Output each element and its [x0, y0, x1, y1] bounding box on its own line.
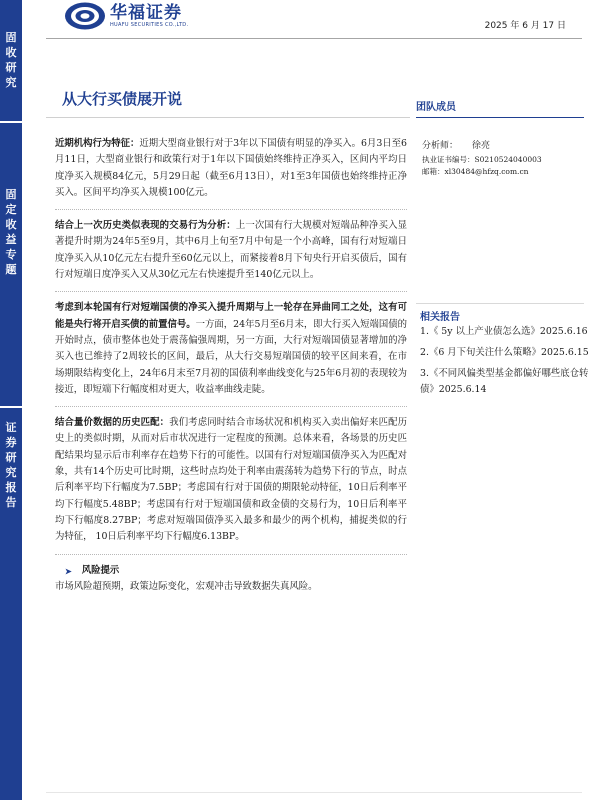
team-heading-underline	[416, 117, 584, 118]
analyst-info	[422, 140, 592, 178]
analyst-label: 执业证书编号：	[422, 155, 475, 164]
paragraph-lead: 结合上一次历史类似表现的交易行为分析：	[55, 220, 236, 232]
analyst-license-number: S0210524040003	[474, 155, 542, 164]
paragraph-lead: 近期机构行为特征：	[55, 138, 140, 149]
analyst-name: 徐亮	[472, 141, 491, 151]
paragraph-historical-analysis	[55, 218, 407, 283]
risk-text: 市场风险超预期，政策边际变化，宏观冲击导致数据失真风险。	[55, 580, 318, 592]
paragraph-lead: 结合量价数据的历史匹配：	[55, 417, 170, 429]
title-divider	[46, 117, 410, 118]
sidebar-block-securities-report	[0, 408, 22, 800]
report-date: 2025 年 6 月 17 日	[484, 21, 566, 31]
paragraph-central-bank-signal	[55, 300, 407, 398]
risk-heading: 风险提示	[81, 564, 120, 576]
sidebar-label: 固定收益专题	[5, 188, 17, 276]
logo-chinese-name: 华福证券	[110, 2, 182, 23]
related-reports-heading: 相关报告	[420, 312, 460, 323]
section-divider	[55, 406, 407, 407]
sidebar	[0, 0, 22, 800]
arrow-right-icon: ➤	[65, 565, 72, 576]
analyst-row	[422, 154, 592, 166]
logo-emblem-icon	[64, 1, 106, 31]
paragraph-institution-behavior	[55, 136, 407, 201]
company-logo	[64, 1, 188, 31]
related-reports-list	[420, 324, 590, 403]
analyst-row	[422, 166, 592, 178]
paragraph-text: 一方面，24年5月至6月末，即大行买入短端国债的开始时点，债市整体也处于震荡偏强周期，另一方面，大行对短端国债显著增加的净买入也已维持了2周较长的区间，最后，从大行交易短端国债的较平区间来看，在市场期限结构变化上，24年6月末至7月初的国债利率曲线变化与25年6月初的表现较为接近，即短端下行幅度相对更大，收益率曲线走陡。	[55, 318, 408, 395]
report-body	[55, 136, 407, 595]
analyst-label: 邮箱：	[422, 167, 445, 176]
footer-divider	[46, 792, 582, 796]
sidebar-block-fixed-income-research	[0, 0, 22, 121]
paragraph-lead: 考虑到本轮国有行对短端国债的净买入提升周期与上一轮存在异曲同工之处，这有可能是央行将开启买债的前置信号。	[55, 302, 407, 330]
risk-heading-row	[55, 563, 407, 579]
sidebar-label: 固收研究	[5, 31, 17, 89]
paragraph-text: 上一次国有行大规模对短端品种净买入显著提升时期为24年5至9月，其中6月上旬至7月中旬是一个小高峰，国有行对短端日度净买入从10亿元左右提升至60亿元以上，而紧接着8月下旬央行开启买债后，国有行对短端日度净买入又从30亿元左右快速提升至140亿元以上。	[55, 220, 407, 281]
related-report-link[interactable]: 1.《 5y 以上产业债怎么选》2025.6.16	[420, 326, 588, 337]
header-divider	[46, 38, 582, 39]
sidebar-block-fixed-income-topic	[0, 123, 22, 406]
paragraph-historical-matching	[55, 415, 407, 545]
section-divider	[55, 209, 407, 210]
related-report-link[interactable]: 3.《不同风偏类型基金都偏好哪些底仓转债》2025.6.14	[420, 368, 589, 395]
report-title: 从大行买债展开说	[62, 90, 183, 108]
analyst-label: 分析师：	[422, 141, 459, 151]
section-divider	[55, 291, 407, 292]
paragraph-text: 我们考虑同时结合市场状况和机构买入卖出偏好来匹配历史上的类似时期，从而对后市状况进行一定程度的预测。总体来看，各场景的历史匹配结果均显示后市利率存在趋势下行的可能性。以国有行对短端国债净买入为匹配对象，共有14个历史可比时期，这些时点均处于利率由震荡转为趋势下行的节点，时点后利率平均下行幅度为7.5BP；考虑国有行对于国债的期限轮动特征，10日后利率平均下行幅度5.48BP；考虑国有行对于短端国债和政金债的交易行为，10日后利率平均下行幅度8.27BP；考虑对短端国债净买入最多和最少的两个机构，捕捉类似的行为特征， 10日后利率平均下行幅度6.13BP。	[55, 417, 407, 543]
team-heading: 团队成员	[416, 102, 456, 113]
logo-english-name: HUAFU SECURITIES CO.,LTD.	[110, 21, 189, 28]
paragraph-text: 近期大型商业银行对于3年以下国债有明显的净买入。6月3日至6月11日，大型商业银行和政策行对于1年以下国债始终维持正净买入，区间内平均日度净买入规模84亿元，5月29日起（截至6月13日），对1至3年国债也始终维持正净买入。区间平均净买入规模100亿元。	[55, 138, 408, 198]
section-divider	[55, 554, 407, 555]
related-report-link[interactable]: 2.《6 月下旬关注什么策略》2025.6.15	[420, 347, 589, 358]
related-divider	[416, 303, 584, 304]
analyst-row	[422, 140, 592, 153]
sidebar-label: 证券研究报告	[5, 421, 17, 509]
analyst-email-link[interactable]: xl30484@hfzq.com.cn	[444, 167, 529, 176]
